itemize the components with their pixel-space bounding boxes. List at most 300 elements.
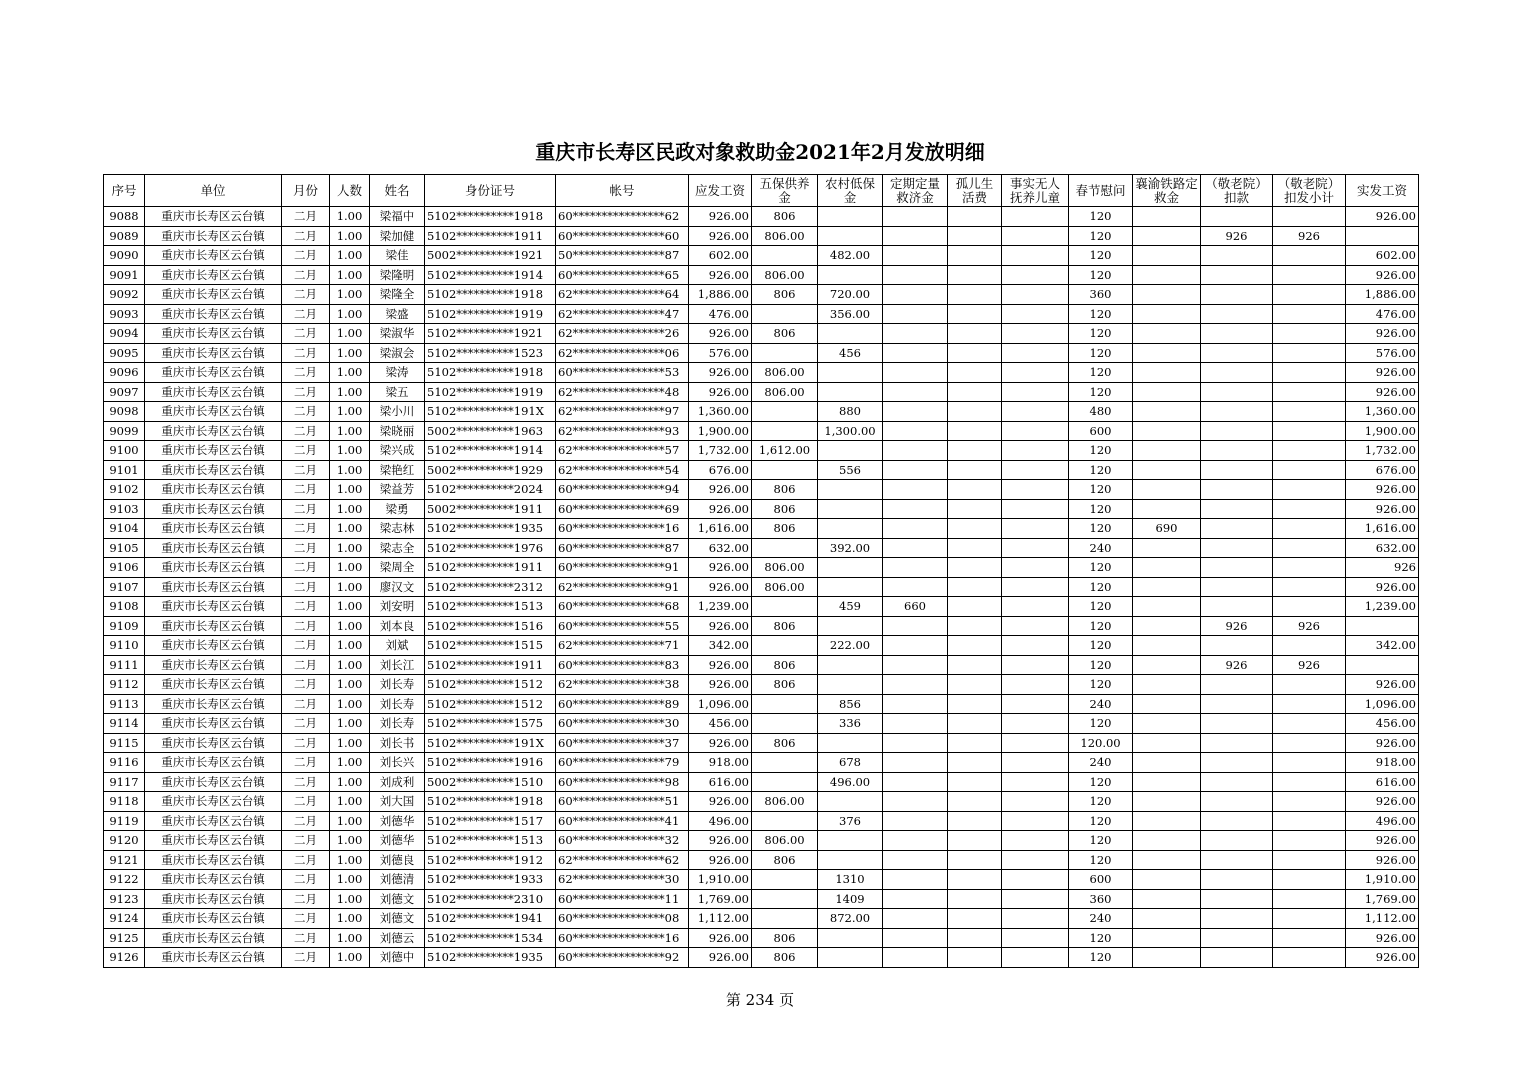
table-cell bbox=[752, 889, 818, 909]
table-cell bbox=[948, 324, 1002, 344]
table-cell: 482.00 bbox=[818, 246, 883, 266]
table-cell: 120 bbox=[1069, 207, 1133, 227]
table-cell: 二月 bbox=[282, 811, 330, 831]
table-cell bbox=[1133, 285, 1201, 305]
table-cell bbox=[1133, 480, 1201, 500]
table-cell: 926.00 bbox=[689, 499, 752, 519]
table-cell bbox=[1201, 538, 1273, 558]
table-cell bbox=[1273, 909, 1346, 929]
table-cell: 1.00 bbox=[330, 889, 370, 909]
table-cell bbox=[1201, 831, 1273, 851]
table-cell bbox=[948, 870, 1002, 890]
table-cell: 60****************91 bbox=[556, 558, 689, 578]
table-cell: 5102**********2024 bbox=[425, 480, 556, 500]
table-cell: 806 bbox=[752, 324, 818, 344]
table-cell bbox=[1273, 577, 1346, 597]
table-cell: 刘德中 bbox=[370, 948, 425, 968]
table-cell: 806 bbox=[752, 499, 818, 519]
table-row bbox=[104, 421, 1419, 441]
table-cell: 5002**********1510 bbox=[425, 772, 556, 792]
table-cell: 1.00 bbox=[330, 928, 370, 948]
table-cell bbox=[1273, 928, 1346, 948]
table-row bbox=[104, 811, 1419, 831]
table-cell: 9111 bbox=[104, 655, 145, 675]
table-cell: 120 bbox=[1069, 363, 1133, 383]
table-cell: 1.00 bbox=[330, 382, 370, 402]
table-cell: 5102**********1921 bbox=[425, 324, 556, 344]
table-cell bbox=[883, 285, 948, 305]
table-cell bbox=[1133, 402, 1201, 422]
table-cell: 刘大国 bbox=[370, 792, 425, 812]
table-cell: 62****************71 bbox=[556, 636, 689, 656]
table-cell: 9105 bbox=[104, 538, 145, 558]
table-cell: 9094 bbox=[104, 324, 145, 344]
table-cell bbox=[818, 226, 883, 246]
table-cell bbox=[948, 285, 1002, 305]
table-cell bbox=[752, 246, 818, 266]
table-cell: 刘长寿 bbox=[370, 694, 425, 714]
table-cell: 926.00 bbox=[689, 655, 752, 675]
table-cell: 926 bbox=[1273, 226, 1346, 246]
table-row bbox=[104, 831, 1419, 851]
table-cell bbox=[1002, 850, 1069, 870]
table-cell bbox=[1273, 324, 1346, 344]
table-cell: 872.00 bbox=[818, 909, 883, 929]
table-cell: 5102**********1914 bbox=[425, 441, 556, 461]
table-cell bbox=[948, 363, 1002, 383]
table-cell: 926.00 bbox=[1346, 499, 1419, 519]
table-cell bbox=[1133, 343, 1201, 363]
table-cell bbox=[1133, 499, 1201, 519]
table-cell: 重庆市长寿区云台镇 bbox=[145, 928, 282, 948]
table-cell: 重庆市长寿区云台镇 bbox=[145, 441, 282, 461]
table-cell: 120 bbox=[1069, 831, 1133, 851]
table-cell: 60****************68 bbox=[556, 597, 689, 617]
table-cell: 60****************30 bbox=[556, 714, 689, 734]
table-cell: 240 bbox=[1069, 909, 1133, 929]
table-cell: 二月 bbox=[282, 519, 330, 539]
table-cell: 120 bbox=[1069, 675, 1133, 695]
table-cell: 5102**********1918 bbox=[425, 285, 556, 305]
table-cell: 9090 bbox=[104, 246, 145, 266]
table-cell: 120 bbox=[1069, 226, 1133, 246]
table-cell: 5102**********1935 bbox=[425, 519, 556, 539]
table-cell bbox=[883, 441, 948, 461]
table-cell: 62****************54 bbox=[556, 460, 689, 480]
table-cell: 9099 bbox=[104, 421, 145, 441]
table-cell: 二月 bbox=[282, 753, 330, 773]
table-cell: 重庆市长寿区云台镇 bbox=[145, 870, 282, 890]
table-cell: 9100 bbox=[104, 441, 145, 461]
table-row bbox=[104, 655, 1419, 675]
column-header: 月份 bbox=[282, 175, 330, 207]
table-cell: 926.00 bbox=[689, 577, 752, 597]
table-cell: 刘本良 bbox=[370, 616, 425, 636]
table-cell: 1.00 bbox=[330, 207, 370, 227]
table-cell: 二月 bbox=[282, 441, 330, 461]
table-cell: 9124 bbox=[104, 909, 145, 929]
table-cell: 806 bbox=[752, 655, 818, 675]
table-cell: 690 bbox=[1133, 519, 1201, 539]
table-cell: 120 bbox=[1069, 343, 1133, 363]
table-cell bbox=[1273, 948, 1346, 968]
table-cell bbox=[1201, 597, 1273, 617]
table-row bbox=[104, 519, 1419, 539]
table-cell: 926.00 bbox=[689, 363, 752, 383]
table-cell: 120 bbox=[1069, 441, 1133, 461]
table-cell: 1.00 bbox=[330, 772, 370, 792]
table-cell: 刘德云 bbox=[370, 928, 425, 948]
table-cell: 926.00 bbox=[689, 480, 752, 500]
table-cell: 1.00 bbox=[330, 675, 370, 695]
table-cell: 632.00 bbox=[1346, 538, 1419, 558]
table-cell bbox=[948, 733, 1002, 753]
table-cell: 459 bbox=[818, 597, 883, 617]
table-cell: 120 bbox=[1069, 304, 1133, 324]
table-cell bbox=[1201, 285, 1273, 305]
table-cell bbox=[948, 753, 1002, 773]
table-cell: 二月 bbox=[282, 909, 330, 929]
table-cell: 重庆市长寿区云台镇 bbox=[145, 636, 282, 656]
table-cell bbox=[1273, 694, 1346, 714]
table-cell bbox=[1002, 616, 1069, 636]
table-cell: 1.00 bbox=[330, 441, 370, 461]
table-cell bbox=[752, 811, 818, 831]
table-cell bbox=[883, 714, 948, 734]
table-row bbox=[104, 928, 1419, 948]
table-cell: 梁隆明 bbox=[370, 265, 425, 285]
table-cell: 1.00 bbox=[330, 402, 370, 422]
table-cell: 刘德华 bbox=[370, 831, 425, 851]
table-cell: 60****************16 bbox=[556, 928, 689, 948]
table-row bbox=[104, 772, 1419, 792]
table-cell bbox=[948, 343, 1002, 363]
table-body bbox=[104, 207, 1419, 968]
table-cell: 926.00 bbox=[1346, 382, 1419, 402]
table-cell: 9092 bbox=[104, 285, 145, 305]
table-cell bbox=[883, 460, 948, 480]
table-cell: 二月 bbox=[282, 285, 330, 305]
table-cell: 重庆市长寿区云台镇 bbox=[145, 402, 282, 422]
table-cell: 1.00 bbox=[330, 265, 370, 285]
column-header: 人数 bbox=[330, 175, 370, 207]
table-cell bbox=[883, 850, 948, 870]
column-header: 襄渝铁路定救金 bbox=[1133, 175, 1201, 207]
table-cell: 梁兴成 bbox=[370, 441, 425, 461]
table-cell bbox=[1002, 948, 1069, 968]
table-cell: 刘德清 bbox=[370, 870, 425, 890]
table-cell bbox=[948, 577, 1002, 597]
table-cell bbox=[1133, 421, 1201, 441]
table-cell: 678 bbox=[818, 753, 883, 773]
table-cell: 9103 bbox=[104, 499, 145, 519]
table-cell: 806.00 bbox=[752, 382, 818, 402]
table-cell: 1,360.00 bbox=[689, 402, 752, 422]
table-cell bbox=[1273, 714, 1346, 734]
table-cell: 120 bbox=[1069, 616, 1133, 636]
page-number: 第 234 页 bbox=[725, 991, 795, 1009]
table-cell: 重庆市长寿区云台镇 bbox=[145, 577, 282, 597]
table-cell: 926.00 bbox=[1346, 948, 1419, 968]
table-cell bbox=[752, 694, 818, 714]
table-cell: 重庆市长寿区云台镇 bbox=[145, 889, 282, 909]
table-cell: 1.00 bbox=[330, 753, 370, 773]
column-header: 身份证号 bbox=[425, 175, 556, 207]
table-cell bbox=[1002, 577, 1069, 597]
table-cell bbox=[1002, 246, 1069, 266]
table-cell: 二月 bbox=[282, 831, 330, 851]
table-cell bbox=[818, 928, 883, 948]
table-cell bbox=[818, 733, 883, 753]
table-cell bbox=[1133, 792, 1201, 812]
table-cell bbox=[1133, 616, 1201, 636]
table-cell: 600 bbox=[1069, 870, 1133, 890]
table-cell: 重庆市长寿区云台镇 bbox=[145, 499, 282, 519]
table-cell bbox=[1133, 636, 1201, 656]
table-cell: 重庆市长寿区云台镇 bbox=[145, 285, 282, 305]
table-cell: 240 bbox=[1069, 538, 1133, 558]
table-cell bbox=[883, 558, 948, 578]
table-cell bbox=[1002, 831, 1069, 851]
table-cell: 1,900.00 bbox=[1346, 421, 1419, 441]
table-cell: 1.00 bbox=[330, 792, 370, 812]
table-cell: 二月 bbox=[282, 948, 330, 968]
table-cell: 62****************26 bbox=[556, 324, 689, 344]
table-cell: 9117 bbox=[104, 772, 145, 792]
table-cell: 重庆市长寿区云台镇 bbox=[145, 304, 282, 324]
column-header: 姓名 bbox=[370, 175, 425, 207]
table-cell bbox=[1002, 694, 1069, 714]
table-cell bbox=[1201, 460, 1273, 480]
relief-fund-table bbox=[103, 174, 1419, 968]
table-cell: 梁佳 bbox=[370, 246, 425, 266]
table-cell bbox=[1273, 870, 1346, 890]
table-row bbox=[104, 246, 1419, 266]
table-cell: 1,732.00 bbox=[1346, 441, 1419, 461]
table-cell bbox=[1201, 480, 1273, 500]
table-cell: 926.00 bbox=[1346, 831, 1419, 851]
table-cell bbox=[1273, 441, 1346, 461]
table-cell bbox=[948, 655, 1002, 675]
table-cell: 1,612.00 bbox=[752, 441, 818, 461]
table-cell: 二月 bbox=[282, 675, 330, 695]
table-cell: 二月 bbox=[282, 246, 330, 266]
table-cell: 二月 bbox=[282, 363, 330, 383]
table-cell: 1,360.00 bbox=[1346, 402, 1419, 422]
table-cell: 356.00 bbox=[818, 304, 883, 324]
table-cell: 476.00 bbox=[1346, 304, 1419, 324]
table-cell: 重庆市长寿区云台镇 bbox=[145, 655, 282, 675]
table-cell: 62****************57 bbox=[556, 441, 689, 461]
table-cell bbox=[1273, 207, 1346, 227]
table-cell bbox=[752, 343, 818, 363]
table-cell bbox=[1002, 324, 1069, 344]
table-cell: 456.00 bbox=[689, 714, 752, 734]
table-cell: 5102**********1523 bbox=[425, 343, 556, 363]
table-cell: 806 bbox=[752, 519, 818, 539]
table-cell: 5102**********1941 bbox=[425, 909, 556, 929]
table-cell bbox=[1201, 402, 1273, 422]
table-cell bbox=[883, 538, 948, 558]
table-cell: 1.00 bbox=[330, 343, 370, 363]
table-cell: 二月 bbox=[282, 538, 330, 558]
table-cell bbox=[1346, 616, 1419, 636]
table-cell: 5102**********191X bbox=[425, 733, 556, 753]
table-cell bbox=[948, 831, 1002, 851]
table-cell bbox=[883, 324, 948, 344]
table-cell: 9097 bbox=[104, 382, 145, 402]
table-cell: 120 bbox=[1069, 772, 1133, 792]
table-cell bbox=[1273, 675, 1346, 695]
table-cell: 重庆市长寿区云台镇 bbox=[145, 460, 282, 480]
table-cell bbox=[752, 870, 818, 890]
table-row bbox=[104, 480, 1419, 500]
table-cell bbox=[752, 460, 818, 480]
table-cell bbox=[1273, 304, 1346, 324]
table-cell: 1.00 bbox=[330, 811, 370, 831]
table-cell: 120.00 bbox=[1069, 733, 1133, 753]
table-cell: 926 bbox=[1201, 655, 1273, 675]
table-cell: 1.00 bbox=[330, 733, 370, 753]
table-cell: 梁淑华 bbox=[370, 324, 425, 344]
table-cell: 重庆市长寿区云台镇 bbox=[145, 714, 282, 734]
table-cell: 576.00 bbox=[689, 343, 752, 363]
table-cell: 600 bbox=[1069, 421, 1133, 441]
table-cell: 二月 bbox=[282, 889, 330, 909]
table-cell: 120 bbox=[1069, 928, 1133, 948]
table-cell bbox=[1002, 460, 1069, 480]
table-cell: 梁福中 bbox=[370, 207, 425, 227]
table-cell: 496.00 bbox=[689, 811, 752, 831]
table-cell: 240 bbox=[1069, 753, 1133, 773]
table-cell: 60****************53 bbox=[556, 363, 689, 383]
table-cell: 梁小川 bbox=[370, 402, 425, 422]
table-cell bbox=[1133, 928, 1201, 948]
table-cell bbox=[1133, 558, 1201, 578]
table-cell: 806.00 bbox=[752, 226, 818, 246]
table-cell: 496.00 bbox=[1346, 811, 1419, 831]
table-cell: 806 bbox=[752, 928, 818, 948]
table-cell bbox=[948, 636, 1002, 656]
table-cell: 806 bbox=[752, 733, 818, 753]
table-cell: 1,112.00 bbox=[689, 909, 752, 929]
table-cell bbox=[752, 636, 818, 656]
table-cell bbox=[752, 909, 818, 929]
table-cell bbox=[818, 558, 883, 578]
table-cell: 556 bbox=[818, 460, 883, 480]
table-cell: 二月 bbox=[282, 714, 330, 734]
table-row bbox=[104, 285, 1419, 305]
table-row bbox=[104, 226, 1419, 246]
table-cell bbox=[752, 714, 818, 734]
table-cell bbox=[752, 402, 818, 422]
table-cell: 刘德文 bbox=[370, 889, 425, 909]
table-cell: 刘德文 bbox=[370, 909, 425, 929]
table-cell bbox=[1002, 772, 1069, 792]
table-cell: 456.00 bbox=[1346, 714, 1419, 734]
table-cell: 1.00 bbox=[330, 558, 370, 578]
table-cell bbox=[1002, 441, 1069, 461]
table-cell: 926 bbox=[1201, 616, 1273, 636]
table-cell bbox=[883, 655, 948, 675]
table-cell: 刘斌 bbox=[370, 636, 425, 656]
table-cell: 926.00 bbox=[689, 831, 752, 851]
table-cell bbox=[1002, 792, 1069, 812]
table-cell bbox=[948, 538, 1002, 558]
table-cell bbox=[1133, 538, 1201, 558]
table-cell: 918.00 bbox=[689, 753, 752, 773]
table-cell: 616.00 bbox=[689, 772, 752, 792]
table-cell: 刘德华 bbox=[370, 811, 425, 831]
table-cell bbox=[883, 421, 948, 441]
table-cell: 60****************55 bbox=[556, 616, 689, 636]
table-cell: 梁加健 bbox=[370, 226, 425, 246]
table-cell bbox=[1002, 714, 1069, 734]
table-cell bbox=[1201, 792, 1273, 812]
table-cell bbox=[1273, 811, 1346, 831]
table-cell bbox=[1002, 811, 1069, 831]
table-cell bbox=[752, 538, 818, 558]
table-cell: 1.00 bbox=[330, 909, 370, 929]
table-cell bbox=[818, 655, 883, 675]
table-cell: 重庆市长寿区云台镇 bbox=[145, 265, 282, 285]
table-cell: 1,112.00 bbox=[1346, 909, 1419, 929]
table-cell: 120 bbox=[1069, 714, 1133, 734]
table-cell: 重庆市长寿区云台镇 bbox=[145, 948, 282, 968]
table-cell bbox=[883, 811, 948, 831]
table-cell: 梁晓丽 bbox=[370, 421, 425, 441]
table-cell bbox=[948, 460, 1002, 480]
table-cell bbox=[883, 519, 948, 539]
table-cell bbox=[948, 246, 1002, 266]
table-cell: 806 bbox=[752, 480, 818, 500]
table-cell bbox=[883, 207, 948, 227]
table-cell bbox=[1273, 460, 1346, 480]
table-cell bbox=[883, 577, 948, 597]
table-cell: 60****************98 bbox=[556, 772, 689, 792]
table-row bbox=[104, 324, 1419, 344]
table-cell bbox=[1002, 343, 1069, 363]
table-cell: 926 bbox=[1273, 655, 1346, 675]
table-cell: 62****************62 bbox=[556, 850, 689, 870]
table-cell: 9106 bbox=[104, 558, 145, 578]
table-cell bbox=[1201, 499, 1273, 519]
table-cell: 1,616.00 bbox=[1346, 519, 1419, 539]
table-cell: 5102**********1911 bbox=[425, 558, 556, 578]
table-cell bbox=[948, 792, 1002, 812]
table-cell: 9104 bbox=[104, 519, 145, 539]
table-cell bbox=[1133, 226, 1201, 246]
table-cell bbox=[1201, 753, 1273, 773]
table-row bbox=[104, 753, 1419, 773]
table-cell bbox=[1133, 753, 1201, 773]
table-cell: 重庆市长寿区云台镇 bbox=[145, 363, 282, 383]
table-cell bbox=[948, 694, 1002, 714]
table-cell: 1,769.00 bbox=[689, 889, 752, 909]
table-cell: 梁艳红 bbox=[370, 460, 425, 480]
table-cell: 二月 bbox=[282, 694, 330, 714]
table-cell bbox=[818, 850, 883, 870]
table-cell: 重庆市长寿区云台镇 bbox=[145, 675, 282, 695]
table-cell: 5102**********1918 bbox=[425, 207, 556, 227]
table-cell bbox=[1002, 909, 1069, 929]
table-cell bbox=[948, 909, 1002, 929]
table-cell bbox=[1201, 870, 1273, 890]
table-cell: 120 bbox=[1069, 850, 1133, 870]
table-cell bbox=[1002, 928, 1069, 948]
table-cell: 5102**********2312 bbox=[425, 577, 556, 597]
table-cell bbox=[1273, 480, 1346, 500]
